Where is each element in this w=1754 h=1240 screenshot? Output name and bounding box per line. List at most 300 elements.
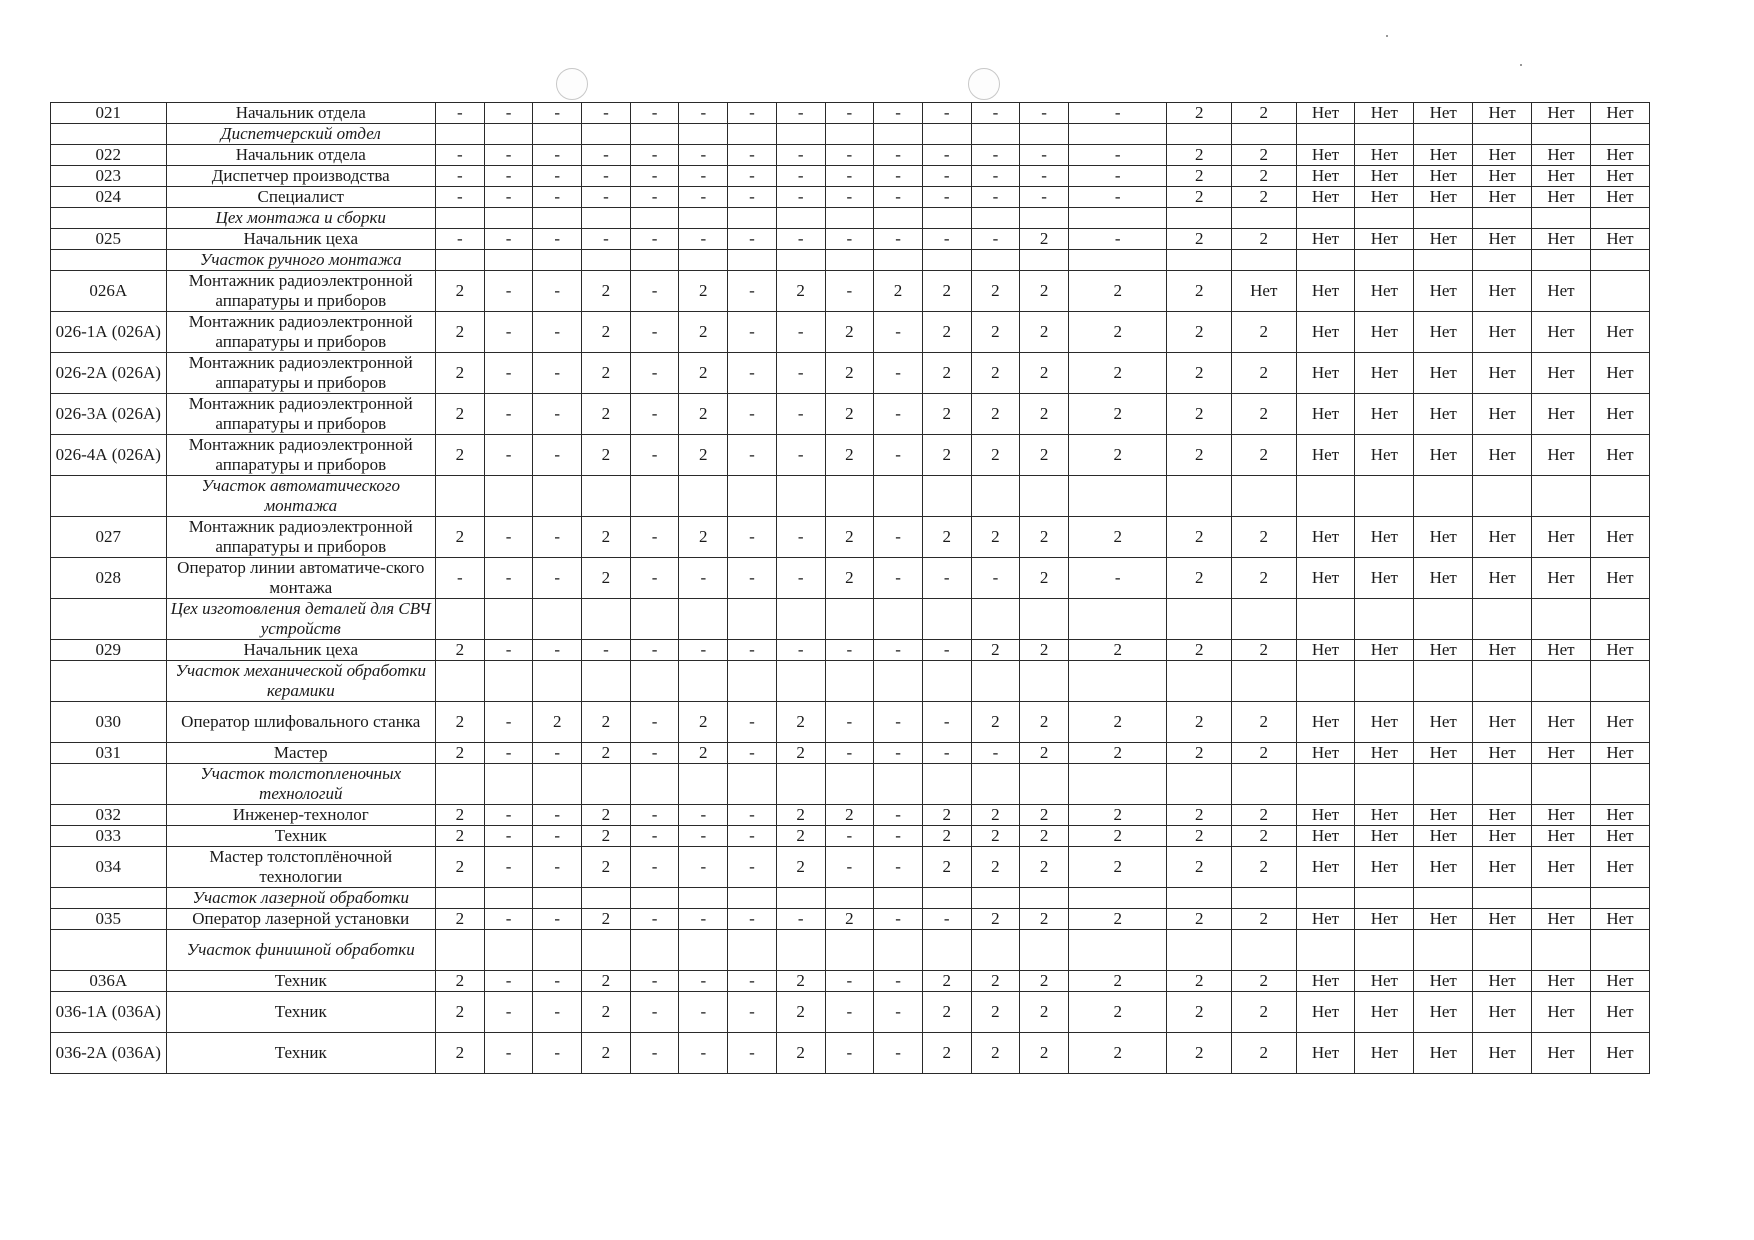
value-cell: - — [1020, 187, 1069, 208]
value-cell: 2 — [436, 353, 485, 394]
value-cell: 2 — [1232, 558, 1297, 599]
value-cell: - — [533, 271, 582, 312]
value-cell: - — [533, 187, 582, 208]
position-name: Начальник цеха — [166, 229, 436, 250]
value-cell — [1473, 208, 1532, 229]
value-cell: Нет — [1414, 992, 1473, 1033]
value-cell: - — [484, 558, 533, 599]
value-cell: - — [484, 743, 533, 764]
value-cell — [1020, 208, 1069, 229]
value-cell: Нет — [1473, 103, 1532, 124]
value-cell: 2 — [436, 312, 485, 353]
value-cell: - — [1020, 103, 1069, 124]
position-code: 036-1А (036А) — [51, 992, 167, 1033]
value-cell: Нет — [1473, 826, 1532, 847]
value-cell: 2 — [971, 353, 1020, 394]
value-cell — [1473, 476, 1532, 517]
value-cell: - — [679, 909, 728, 930]
value-cell — [484, 764, 533, 805]
value-cell: - — [679, 166, 728, 187]
value-cell: - — [776, 517, 825, 558]
value-cell — [484, 124, 533, 145]
value-cell: - — [630, 805, 679, 826]
value-cell: Нет — [1473, 640, 1532, 661]
position-code: 026А — [51, 271, 167, 312]
value-cell — [776, 476, 825, 517]
value-cell — [1532, 124, 1591, 145]
value-cell: Нет — [1296, 743, 1355, 764]
value-cell — [1296, 661, 1355, 702]
value-cell: 2 — [1068, 702, 1167, 743]
value-cell: - — [922, 640, 971, 661]
value-cell — [922, 930, 971, 971]
value-cell: Нет — [1473, 909, 1532, 930]
value-cell: Нет — [1414, 229, 1473, 250]
position-name: Оператор шлифовального станка — [166, 702, 436, 743]
value-cell: 2 — [922, 394, 971, 435]
value-cell: - — [825, 702, 874, 743]
value-cell: Нет — [1296, 271, 1355, 312]
value-cell: - — [1068, 145, 1167, 166]
table-row — [51, 826, 1650, 847]
table-row — [51, 992, 1650, 1033]
value-cell: 2 — [922, 847, 971, 888]
value-cell: Нет — [1532, 826, 1591, 847]
value-cell — [1167, 764, 1232, 805]
value-cell: Нет — [1414, 909, 1473, 930]
position-code: 026-3А (026А) — [51, 394, 167, 435]
value-cell — [776, 888, 825, 909]
value-cell: 2 — [1068, 1033, 1167, 1074]
value-cell: 2 — [1167, 971, 1232, 992]
value-cell: 2 — [1167, 847, 1232, 888]
value-cell: 2 — [1068, 640, 1167, 661]
position-name: Монтажник радиоэлектронной аппаратуры и приборов — [166, 517, 436, 558]
value-cell: - — [436, 103, 485, 124]
position-name: Техник — [166, 971, 436, 992]
value-cell: Нет — [1355, 435, 1414, 476]
value-cell: - — [582, 145, 631, 166]
value-cell — [1590, 208, 1649, 229]
position-name: Монтажник радиоэлектронной аппаратуры и приборов — [166, 353, 436, 394]
value-cell: 2 — [1020, 743, 1069, 764]
value-cell: - — [679, 103, 728, 124]
value-cell: 2 — [1232, 394, 1297, 435]
value-cell — [922, 476, 971, 517]
value-cell: 2 — [582, 847, 631, 888]
value-cell: - — [1068, 229, 1167, 250]
value-cell — [1532, 888, 1591, 909]
value-cell — [728, 764, 777, 805]
value-cell — [1068, 250, 1167, 271]
value-cell — [1532, 250, 1591, 271]
table-row — [51, 702, 1650, 743]
value-cell: Нет — [1355, 145, 1414, 166]
value-cell — [1167, 124, 1232, 145]
value-cell — [728, 888, 777, 909]
value-cell — [582, 888, 631, 909]
value-cell: - — [874, 187, 923, 208]
value-cell: Нет — [1414, 971, 1473, 992]
value-cell: - — [1020, 145, 1069, 166]
value-cell: 2 — [436, 1033, 485, 1074]
value-cell: - — [825, 166, 874, 187]
value-cell: 2 — [971, 805, 1020, 826]
value-cell — [1232, 476, 1297, 517]
position-code: 026-1А (026А) — [51, 312, 167, 353]
value-cell: Нет — [1532, 271, 1591, 312]
value-cell: 2 — [436, 992, 485, 1033]
value-cell: 2 — [1232, 702, 1297, 743]
value-cell: 2 — [1020, 558, 1069, 599]
value-cell: Нет — [1414, 353, 1473, 394]
value-cell — [776, 930, 825, 971]
table-row — [51, 805, 1650, 826]
value-cell — [484, 888, 533, 909]
value-cell: - — [533, 909, 582, 930]
value-cell: 2 — [922, 312, 971, 353]
value-cell — [971, 476, 1020, 517]
value-cell — [1296, 888, 1355, 909]
value-cell — [922, 888, 971, 909]
value-cell: 2 — [582, 1033, 631, 1074]
position-code: 026-4А (026А) — [51, 435, 167, 476]
value-cell: - — [630, 702, 679, 743]
value-cell: Нет — [1473, 971, 1532, 992]
value-cell: - — [776, 166, 825, 187]
value-cell — [1532, 764, 1591, 805]
value-cell: Нет — [1355, 971, 1414, 992]
value-cell — [1068, 208, 1167, 229]
value-cell — [1473, 888, 1532, 909]
value-cell — [922, 208, 971, 229]
value-cell: - — [679, 847, 728, 888]
position-code: 028 — [51, 558, 167, 599]
value-cell: - — [630, 971, 679, 992]
section-title: Участок ручного монтажа — [166, 250, 436, 271]
value-cell: Нет — [1414, 640, 1473, 661]
value-cell — [484, 661, 533, 702]
value-cell: Нет — [1532, 971, 1591, 992]
value-cell: 2 — [679, 517, 728, 558]
value-cell — [582, 476, 631, 517]
value-cell — [922, 250, 971, 271]
value-cell: Нет — [1590, 743, 1649, 764]
value-cell — [971, 250, 1020, 271]
table-row — [51, 312, 1650, 353]
value-cell: - — [679, 971, 728, 992]
value-cell: 2 — [679, 394, 728, 435]
position-name: Техник — [166, 992, 436, 1033]
value-cell — [825, 888, 874, 909]
value-cell — [971, 764, 1020, 805]
value-cell: Нет — [1355, 229, 1414, 250]
value-cell — [874, 124, 923, 145]
value-cell — [1068, 599, 1167, 640]
value-cell: Нет — [1355, 805, 1414, 826]
value-cell — [874, 208, 923, 229]
value-cell — [776, 250, 825, 271]
value-cell: - — [922, 145, 971, 166]
value-cell: - — [533, 743, 582, 764]
value-cell — [533, 124, 582, 145]
value-cell: - — [630, 271, 679, 312]
value-cell: 2 — [1068, 353, 1167, 394]
value-cell: - — [484, 145, 533, 166]
value-cell: 2 — [922, 826, 971, 847]
value-cell: Нет — [1296, 826, 1355, 847]
value-cell: 2 — [922, 353, 971, 394]
value-cell: 2 — [776, 743, 825, 764]
value-cell: Нет — [1590, 312, 1649, 353]
value-cell — [1068, 661, 1167, 702]
value-cell: Нет — [1532, 992, 1591, 1033]
value-cell: 2 — [1068, 271, 1167, 312]
value-cell: - — [728, 971, 777, 992]
value-cell: - — [874, 353, 923, 394]
value-cell — [1167, 208, 1232, 229]
value-cell — [825, 661, 874, 702]
value-cell: - — [728, 312, 777, 353]
value-cell: 2 — [776, 971, 825, 992]
value-cell — [533, 764, 582, 805]
value-cell: Нет — [1296, 847, 1355, 888]
value-cell — [484, 599, 533, 640]
value-cell: Нет — [1414, 312, 1473, 353]
value-cell: - — [1020, 166, 1069, 187]
value-cell: Нет — [1414, 145, 1473, 166]
value-cell: 2 — [1068, 847, 1167, 888]
value-cell — [1590, 271, 1649, 312]
value-cell — [533, 599, 582, 640]
value-cell: 2 — [971, 271, 1020, 312]
value-cell: - — [1068, 187, 1167, 208]
value-cell: 2 — [922, 271, 971, 312]
value-cell: 2 — [971, 847, 1020, 888]
value-cell: Нет — [1473, 1033, 1532, 1074]
value-cell — [874, 476, 923, 517]
value-cell: - — [533, 640, 582, 661]
value-cell: - — [533, 312, 582, 353]
value-cell — [922, 764, 971, 805]
value-cell: - — [484, 166, 533, 187]
table-row — [51, 145, 1650, 166]
position-code: 033 — [51, 826, 167, 847]
value-cell: - — [1068, 558, 1167, 599]
value-cell: 2 — [582, 517, 631, 558]
value-cell: 2 — [874, 271, 923, 312]
position-code: 024 — [51, 187, 167, 208]
value-cell — [874, 661, 923, 702]
value-cell: Нет — [1296, 640, 1355, 661]
value-cell: 2 — [776, 805, 825, 826]
position-code: 031 — [51, 743, 167, 764]
position-name: Монтажник радиоэлектронной аппаратуры и приборов — [166, 435, 436, 476]
value-cell — [776, 764, 825, 805]
value-cell: 2 — [1020, 971, 1069, 992]
value-cell: Нет — [1414, 702, 1473, 743]
value-cell: 2 — [1167, 353, 1232, 394]
value-cell: Нет — [1532, 229, 1591, 250]
value-cell: 2 — [1232, 517, 1297, 558]
value-cell: - — [484, 187, 533, 208]
value-cell — [1232, 124, 1297, 145]
value-cell — [1355, 208, 1414, 229]
value-cell — [874, 930, 923, 971]
value-cell: - — [533, 826, 582, 847]
value-cell: - — [630, 435, 679, 476]
value-cell — [1020, 661, 1069, 702]
value-cell: 2 — [1068, 517, 1167, 558]
value-cell: Нет — [1296, 312, 1355, 353]
value-cell: 2 — [1232, 805, 1297, 826]
value-cell — [1532, 599, 1591, 640]
value-cell: 2 — [971, 992, 1020, 1033]
value-cell: - — [484, 971, 533, 992]
value-cell — [874, 764, 923, 805]
value-cell: - — [484, 353, 533, 394]
value-cell: Нет — [1355, 271, 1414, 312]
value-cell: - — [679, 640, 728, 661]
value-cell: - — [874, 743, 923, 764]
value-cell: - — [436, 166, 485, 187]
value-cell: - — [874, 971, 923, 992]
value-cell: - — [679, 187, 728, 208]
value-cell: 2 — [971, 702, 1020, 743]
value-cell: 2 — [1020, 435, 1069, 476]
value-cell — [1020, 764, 1069, 805]
value-cell — [533, 661, 582, 702]
value-cell — [1355, 661, 1414, 702]
value-cell: - — [922, 229, 971, 250]
value-cell — [1355, 476, 1414, 517]
value-cell: Нет — [1296, 166, 1355, 187]
value-cell — [1232, 888, 1297, 909]
value-cell — [1590, 661, 1649, 702]
position-code: 036-2А (036А) — [51, 1033, 167, 1074]
value-cell — [1532, 476, 1591, 517]
value-cell: - — [484, 1033, 533, 1074]
value-cell: - — [630, 394, 679, 435]
value-cell: 2 — [971, 826, 1020, 847]
value-cell: 2 — [436, 517, 485, 558]
value-cell — [1355, 888, 1414, 909]
value-cell: Нет — [1590, 435, 1649, 476]
value-cell: 2 — [1167, 312, 1232, 353]
value-cell: Нет — [1590, 103, 1649, 124]
value-cell: 2 — [1167, 743, 1232, 764]
value-cell — [1296, 930, 1355, 971]
value-cell: - — [436, 145, 485, 166]
value-cell: - — [728, 103, 777, 124]
value-cell: - — [679, 826, 728, 847]
value-cell — [971, 930, 1020, 971]
value-cell — [1068, 764, 1167, 805]
value-cell: - — [776, 145, 825, 166]
value-cell: Нет — [1590, 353, 1649, 394]
value-cell — [825, 250, 874, 271]
value-cell: Нет — [1473, 229, 1532, 250]
value-cell — [679, 250, 728, 271]
value-cell: Нет — [1532, 702, 1591, 743]
value-cell — [971, 208, 1020, 229]
value-cell: Нет — [1590, 909, 1649, 930]
value-cell — [484, 476, 533, 517]
value-cell: 2 — [922, 971, 971, 992]
value-cell: - — [630, 353, 679, 394]
value-cell: - — [874, 558, 923, 599]
value-cell: - — [582, 187, 631, 208]
value-cell: - — [971, 145, 1020, 166]
value-cell: 2 — [1020, 826, 1069, 847]
value-cell: 2 — [971, 435, 1020, 476]
value-cell: 2 — [1232, 640, 1297, 661]
value-cell: 2 — [582, 805, 631, 826]
value-cell: Нет — [1473, 517, 1532, 558]
position-name: Диспетчер производства — [166, 166, 436, 187]
value-cell: 2 — [971, 1033, 1020, 1074]
value-cell — [1414, 599, 1473, 640]
section-row — [51, 250, 1650, 271]
value-cell — [825, 124, 874, 145]
value-cell: - — [776, 640, 825, 661]
value-cell: - — [533, 394, 582, 435]
value-cell: - — [825, 992, 874, 1033]
scan-speck — [1520, 64, 1522, 66]
position-name: Оператор лазерной установки — [166, 909, 436, 930]
value-cell — [1355, 599, 1414, 640]
value-cell — [1232, 661, 1297, 702]
value-cell: 2 — [679, 353, 728, 394]
position-code — [51, 888, 167, 909]
position-code — [51, 599, 167, 640]
value-cell: - — [825, 971, 874, 992]
value-cell: Нет — [1590, 640, 1649, 661]
value-cell: 2 — [679, 435, 728, 476]
value-cell — [874, 888, 923, 909]
value-cell — [679, 124, 728, 145]
value-cell: - — [679, 805, 728, 826]
value-cell: 2 — [1020, 353, 1069, 394]
value-cell — [1590, 599, 1649, 640]
value-cell: - — [874, 909, 923, 930]
value-cell — [1068, 888, 1167, 909]
value-cell: Нет — [1355, 187, 1414, 208]
value-cell — [728, 124, 777, 145]
value-cell — [728, 208, 777, 229]
value-cell — [484, 208, 533, 229]
value-cell: Нет — [1355, 1033, 1414, 1074]
value-cell — [728, 476, 777, 517]
value-cell: 2 — [971, 394, 1020, 435]
section-row — [51, 599, 1650, 640]
position-name: Оператор линии автоматиче-ского монтажа — [166, 558, 436, 599]
value-cell — [1020, 599, 1069, 640]
value-cell: 2 — [825, 909, 874, 930]
value-cell: 2 — [1232, 103, 1297, 124]
value-cell: 2 — [1167, 826, 1232, 847]
value-cell — [1532, 661, 1591, 702]
value-cell — [1473, 250, 1532, 271]
value-cell: 2 — [1167, 271, 1232, 312]
value-cell: 2 — [679, 743, 728, 764]
value-cell: 2 — [1020, 992, 1069, 1033]
value-cell: 2 — [1232, 229, 1297, 250]
value-cell — [679, 476, 728, 517]
value-cell: Нет — [1473, 353, 1532, 394]
value-cell: - — [484, 805, 533, 826]
value-cell: Нет — [1296, 229, 1355, 250]
